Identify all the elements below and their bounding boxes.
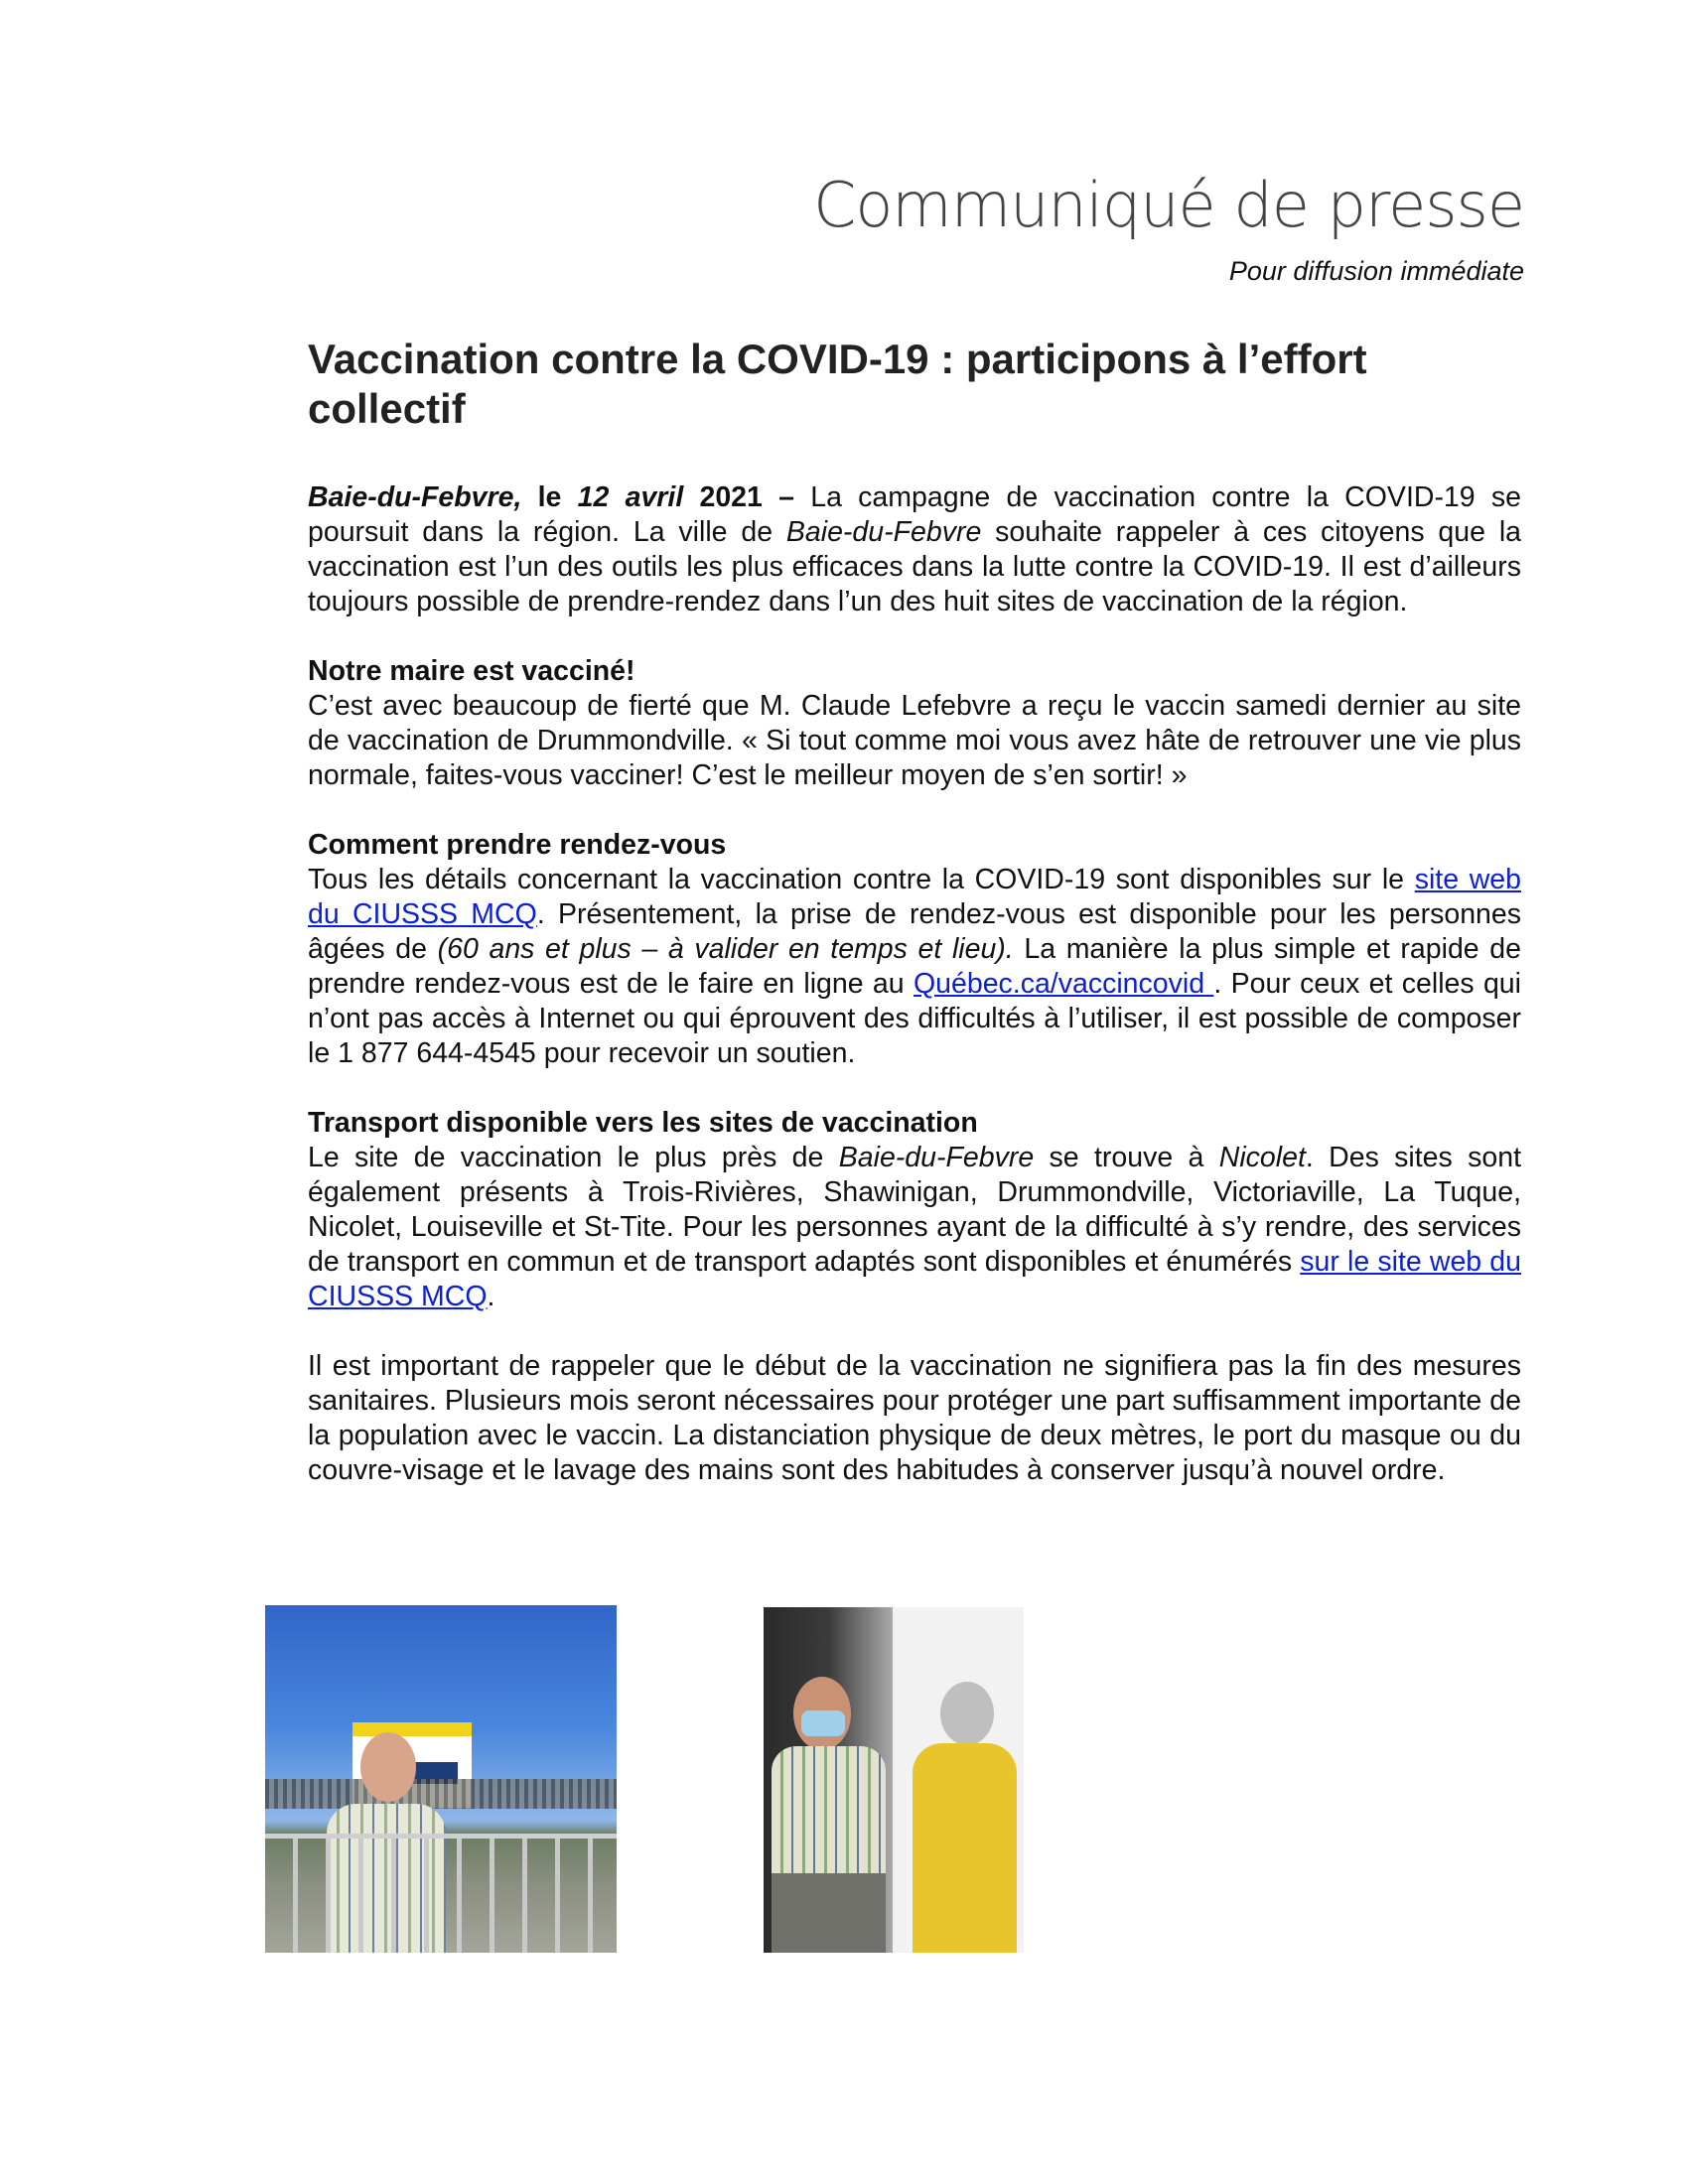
transport-city: Nicolet [1218, 1142, 1306, 1173]
section-appointment [308, 828, 1521, 1071]
appointment-age-note: (60 ans et plus – à valider en temps et lieu). [437, 933, 1014, 965]
lead-text-2: souhaite rappeler à ces citoyens que la vaccination est l’un des outils les plus efficaces dans la lutte contre la COVID-19. Il est d’ailleurs toujours possible de prendre-rendez dans l’un des huit sites de vaccination de la région. [308, 516, 1521, 617]
article-title: Vaccination contre la COVID-19 : participons à l’effort collectif [308, 336, 1367, 432]
lead-town: Baie-du-Febvre [785, 516, 982, 548]
section-transport-heading: Transport disponible vers les sites de vaccination [308, 1107, 978, 1139]
closing-paragraph: Il est important de rappeler que le début de la vaccination ne signifiera pas la fin des mesures sanitaires. Plusieurs mois seront nécessaires pour protéger une part suffisamment importante de la population avec le vaccin. La distanciation physique de deux mètres, le port du masque ou du couvre-visage et le lavage des mains sont des habitudes à conserver jusqu’à nouvel ordre. [308, 1350, 1521, 1486]
nurse-figure [913, 1682, 1017, 1953]
mayor-receiving-vaccine-photo [764, 1607, 1024, 1953]
press-release-title: Communiqué de presse [813, 169, 1524, 241]
barrier-fence [265, 1834, 617, 1953]
transport-ciusss-link[interactable]: sur le site web du CIUSSS MCQ [308, 1246, 1522, 1312]
lead-text-1: La campagne de vaccination contre la COVID-19 se poursuit dans la région. La ville de [308, 481, 1521, 548]
section-mayor [308, 654, 1521, 793]
appointment-text-3: La manière la plus simple et rapide de prendre rendez-vous est de le faire en ligne au [308, 933, 1521, 1000]
appointment-text-1: Tous les détails concernant la vaccination contre la COVID-19 sont disponibles sur le [308, 864, 1415, 895]
section-transport [308, 1106, 1521, 1314]
release-note: Pour diffusion immédiate [1228, 256, 1524, 286]
article [308, 335, 1521, 1488]
transport-text-2: se trouve à [1034, 1142, 1219, 1173]
transport-town: Baie-du-Febvre [838, 1142, 1035, 1173]
transport-text-4: . [487, 1281, 495, 1312]
dateline-le: le [521, 481, 578, 513]
appointment-text-2: . Présentement, la prise de rendez-vous est disponible pour les personnes âgées de [308, 898, 1522, 965]
transport-text-3: . Des sites sont également présents à Trois-Rivières, Shawinigan, Drummondville, Victoriaville, La Tuque, Nicolet, Louiseville et St-Tite. Pour les personnes ayant de la difficulté à s’y rendre, des services de transport en commun et de transport adaptés sont disponibles et énumérés [308, 1142, 1521, 1278]
transport-text-1: Le site de vaccination le plus près de [308, 1142, 839, 1173]
mayor-at-vaccination-site-photo [265, 1605, 617, 1953]
dateline-date: 12 avril [577, 481, 684, 513]
section-mayor-body: C’est avec beaucoup de fierté que M. Claude Lefebvre a reçu le vaccin samedi dernier au site de vaccination de Drummondville. « Si tout comme moi vous avez hâte de retrouver une vie plus normale, faites-vous vacciner! C’est le meilleur moyen de s’en sortir! » [308, 690, 1521, 791]
appointment-text-4: . Pour ceux et celles qui n’ont pas accès à Internet ou qui éprouvent des difficultés à l’utiliser, il est possible de composer le 1 877 644-4545 pour recevoir un soutien. [308, 968, 1521, 1069]
dateline-year: 2021 – [683, 481, 794, 513]
quebec-vaccincovid-link[interactable]: Québec.ca/vaccincovid [913, 968, 1214, 1000]
dateline-place: Baie-du-Febvre, [308, 481, 522, 513]
mayor-seated-figure [772, 1677, 886, 1953]
section-mayor-heading: Notre maire est vacciné! [308, 655, 635, 687]
lead-paragraph [308, 480, 1521, 619]
section-appointment-heading: Comment prendre rendez-vous [308, 829, 727, 861]
ciusss-site-link[interactable]: site web du CIUSSS MCQ [308, 864, 1521, 930]
